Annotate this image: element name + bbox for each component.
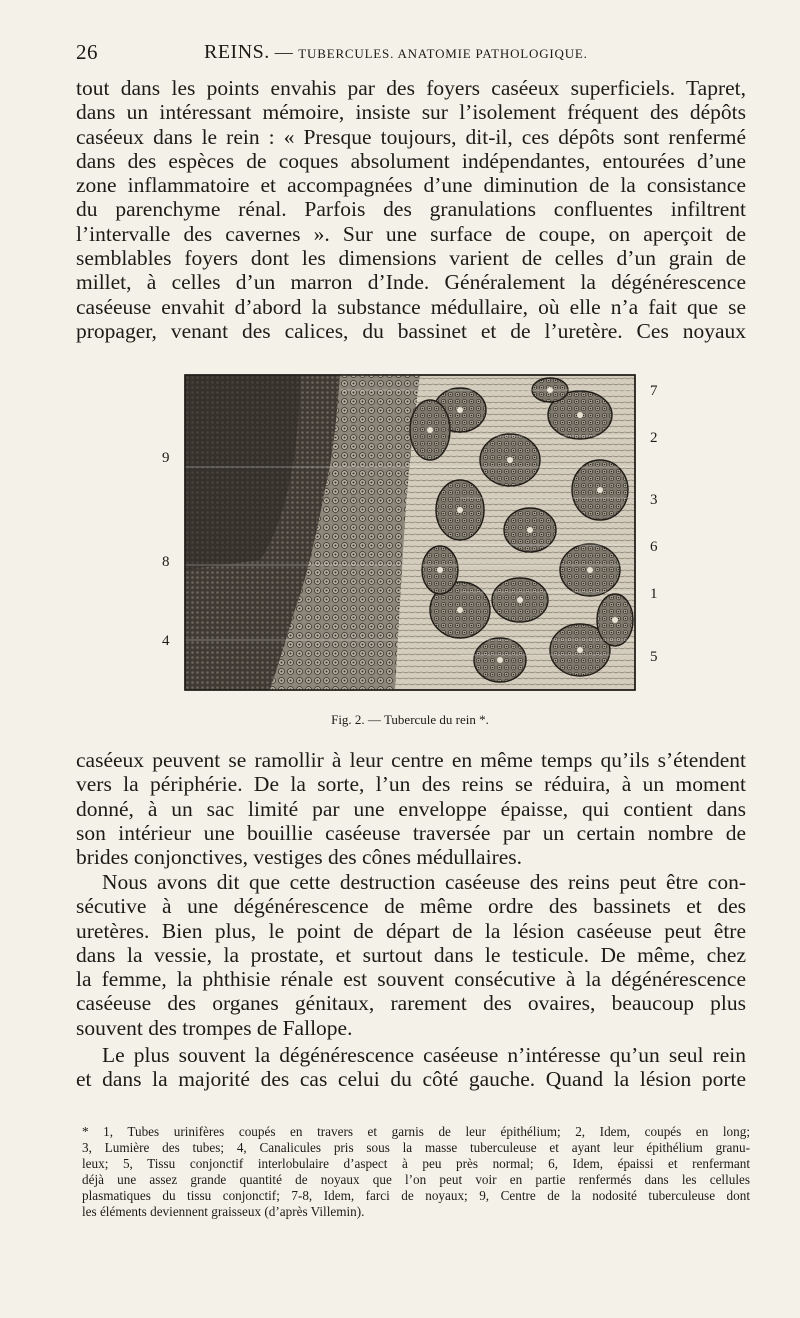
label-left-4: 4 (162, 633, 170, 649)
paragraph-2 (76, 748, 746, 869)
tubule-lumen (497, 657, 503, 663)
tubule-lumen (457, 607, 463, 613)
running-title-main: REINS. (204, 41, 270, 63)
text-line: souvent des trompes de Fallope. (76, 1015, 353, 1040)
running-title-sub: TUBERCULES. ANATOMIE PATHOLOGIQUE. (298, 46, 588, 61)
text-line: caséeuse envahit d’abord la substance médullaire, où elle n’a fait que se (76, 294, 746, 319)
label-right-3: 3 (650, 492, 658, 508)
paragraph-3 (76, 870, 746, 1040)
footnotes (82, 1124, 750, 1220)
footnote-line: * 1, Tubes urinifères coupés en travers et garnis de leur épithélium; 2, Idem, coupés en long; (82, 1124, 750, 1139)
text-line: donné, à un sac limité par une enveloppe épaisse, qui contient dans (76, 796, 746, 821)
text-line: tout dans les points envahis par des foyers caséeux superficiels. Tapret, (76, 76, 746, 100)
figure (160, 370, 680, 740)
footnote-line: leux; 5, Tissu conjonctif interlobulaire d’aspect à peu près normal; 6, Idem, épaissi et renfermant (82, 1156, 750, 1171)
label-right-2: 2 (650, 430, 658, 446)
footnote-line: déjà une assez grande quantité de noyaux que l’on peut voir en partie renfermés dans les cellules (82, 1172, 750, 1187)
text-line: vers la périphérie. De la sorte, l’un des reins se réduira, à un moment (76, 772, 746, 797)
paragraph-4 (76, 1043, 746, 1092)
running-title-dash: — (274, 42, 294, 62)
text-line: et dans la majorité des cas celui du côté gauche. Quand la lésion porte (76, 1067, 746, 1092)
tubule-lumen (427, 427, 433, 433)
text-line: caséeux peuvent se ramollir à leur centre en même temps qu’ils s’étendent (76, 748, 746, 772)
tubule-lumen (457, 407, 463, 413)
text-line: caséeuse des organes génitaux, rarement des ovaires, beaucoup plus (76, 991, 746, 1016)
text-line: brides conjonctives, vestiges des cônes médullaires. (76, 845, 523, 870)
text-line: zone inflammatoire et accompagnées d’une diminution de la consistance (76, 173, 746, 198)
tubule-lumen (577, 647, 583, 653)
label-right-5: 5 (650, 649, 658, 665)
tubule-lumen (457, 507, 463, 513)
figure-caption: Fig. 2. — Tubercule du rein *. (331, 712, 489, 727)
footnote-line: 3, Lumière des tubes; 4, Canalicules pris sous la masse tuberculeuse et ayant leur épithélium granu- (82, 1140, 750, 1155)
label-right-1: 1 (650, 586, 658, 602)
label-right-6: 6 (650, 539, 658, 555)
text-line: dans des espèces de coques absolument indépendantes, entourées d’une (76, 148, 746, 173)
text-line: semblables foyers dont les dimensions varient de celles d’un grain de (76, 246, 746, 271)
tubule-lumen (612, 617, 618, 623)
paragraph-1 (76, 76, 746, 343)
text-line: propager, venant des calices, du bassinet et de l’uretère. Ces noyaux (76, 318, 746, 343)
text-line: dans la vessie, la prostate, et surtout dans le testicule. De même, chez (76, 942, 746, 967)
tubule-lumen (517, 597, 523, 603)
tubule-lumen (437, 567, 443, 573)
footnote-line: plasmatiques du tissu conjonctif; 7-8, Idem, farci de noyaux; 9, Centre de la nodosité tuberculeuse dont (82, 1188, 750, 1203)
text-line: sécutive à une dégénérescence de même ordre des bassinets et des (76, 894, 746, 919)
text-line: la femme, la phthisie rénale est souvent consécutive à la dégénérescence (76, 967, 746, 992)
label-left-9: 9 (162, 450, 170, 466)
text-line: millet, à celles d’un marron d’Inde. Généralement la dégénérescence (76, 270, 746, 295)
text-line: du parenchyme rénal. Parfois des granulations confluentes infiltrent (76, 197, 746, 222)
footnote-line: les éléments deviennent graisseux (d’après Villemin). (82, 1204, 365, 1219)
text-line: Nous avons dit que cette destruction caséeuse des reins peut être con- (102, 870, 746, 894)
text-line: l’intervalle des cavernes ». Sur une surface de coupe, on aperçoit de (76, 221, 746, 246)
tubule-lumen (597, 487, 603, 493)
running-title (204, 41, 588, 64)
text-line: caséeux dans le rein : « Presque toujours, dit-il, ces dépôts sont renfermé (76, 124, 746, 149)
text-line: dans un intéressant mémoire, insiste sur l’isolement fréquent des dépôts (76, 100, 746, 125)
tubule-lumen (527, 527, 533, 533)
text-line: uretères. Bien plus, le point de départ de la lésion caséeuse peut être (76, 918, 746, 943)
label-left-8: 8 (162, 554, 170, 570)
histology-illustration (160, 370, 680, 715)
text-line: Le plus souvent la dégénérescence caséeuse n’intéresse qu’un seul rein (102, 1043, 746, 1067)
page-number: 26 (76, 40, 98, 64)
page-header (76, 40, 746, 70)
text-line: son intérieur une bouillie caséeuse traversée par un certain nombre de (76, 820, 746, 845)
tubule-lumen (507, 457, 513, 463)
label-right-7: 7 (650, 383, 658, 399)
tubule-lumen (577, 412, 583, 418)
tubule-lumen (587, 567, 593, 573)
